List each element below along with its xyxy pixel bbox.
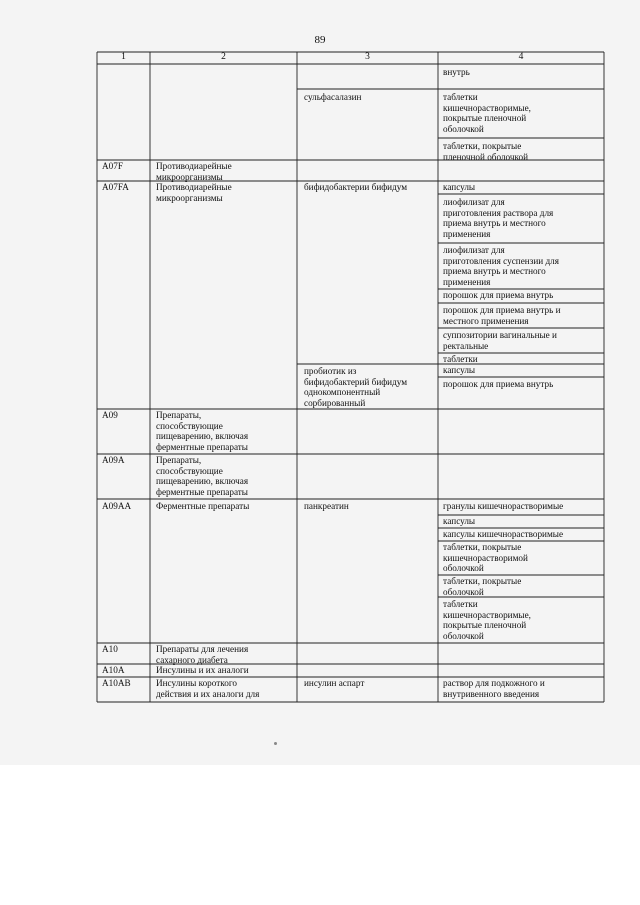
table-cell: капсулы [443, 365, 476, 375]
table-cell: капсулы [443, 516, 476, 526]
table-cell: лиофилизат для приготовления раствора для приема внутрь и местного применения [443, 197, 554, 239]
table-cell: таблетки, покрытые пленочной оболочкой [443, 141, 529, 162]
column-header-2: 2 [221, 52, 226, 62]
table-cell: таблетки, покрытые оболочкой [443, 576, 522, 597]
column-header-1: 1 [121, 52, 126, 62]
table-cell: A10 [102, 644, 118, 654]
table-cell: таблетки кишечнорастворимые, покрытые пленочной оболочкой [443, 599, 531, 641]
table-cell: суппозитории вагинальные и ректальные [443, 330, 557, 351]
table-cell: A09AA [102, 501, 132, 511]
table-cell: таблетки [443, 354, 478, 364]
table-cell: порошок для приема внутрь и местного применения [443, 305, 561, 326]
table-cell: A10A [102, 665, 125, 675]
table-cell: инсулин аспарт [304, 678, 365, 688]
table-cell: Препараты, способствующие пищеварению, включая ферментные препараты [156, 410, 249, 452]
table-cell: капсулы [443, 182, 476, 192]
table-cell: Противодиарейные микроорганизмы [156, 182, 232, 203]
table-cell: лиофилизат для приготовления суспензии для приема внутрь и местного применения [443, 245, 559, 287]
scan-speck [274, 742, 277, 745]
table-cell: таблетки кишечнорастворимые, покрытые пленочной оболочкой [443, 92, 531, 134]
table-cell: таблетки, покрытые кишечнорастворимой оболочкой [443, 542, 528, 574]
column-header-4: 4 [518, 52, 524, 62]
table-cell: A07FA [102, 182, 129, 192]
table-cell: панкреатин [304, 501, 349, 511]
column-header-3: 3 [365, 52, 370, 62]
table-cell: бифидобактерии бифидум [304, 182, 408, 192]
table-cell: сульфасалазин [304, 92, 362, 102]
table-cell: A10AB [102, 678, 131, 688]
table-cell: капсулы кишечнорастворимые [443, 529, 564, 539]
table-cell: Препараты для лечения сахарного диабета [156, 644, 249, 665]
table-cell: A09 [102, 410, 118, 420]
table-cell: Инсулины короткого действия и их аналоги для [156, 678, 260, 699]
table-cell: внутрь [443, 67, 470, 77]
table-cell: A07F [102, 161, 123, 171]
table-cell: порошок для приема внутрь [443, 290, 554, 300]
table-cell: Противодиарейные микроорганизмы [156, 161, 232, 182]
table-cell: порошок для приема внутрь [443, 379, 554, 389]
table-cell: гранулы кишечнорастворимые [443, 501, 564, 511]
table-cell: Препараты, способствующие пищеварению, включая ферментные препараты [156, 455, 249, 497]
table-cell: раствор для подкожного и внутривенного введения [443, 678, 545, 699]
table-cell: пробиотик из бифидобактерий бифидум однокомпонентный сорбированный [304, 366, 408, 408]
page-number: 89 [314, 34, 326, 46]
table-cell: Ферментные препараты [156, 501, 250, 511]
table-cell: Инсулины и их аналоги [156, 665, 249, 675]
table-cell: A09A [102, 455, 125, 465]
